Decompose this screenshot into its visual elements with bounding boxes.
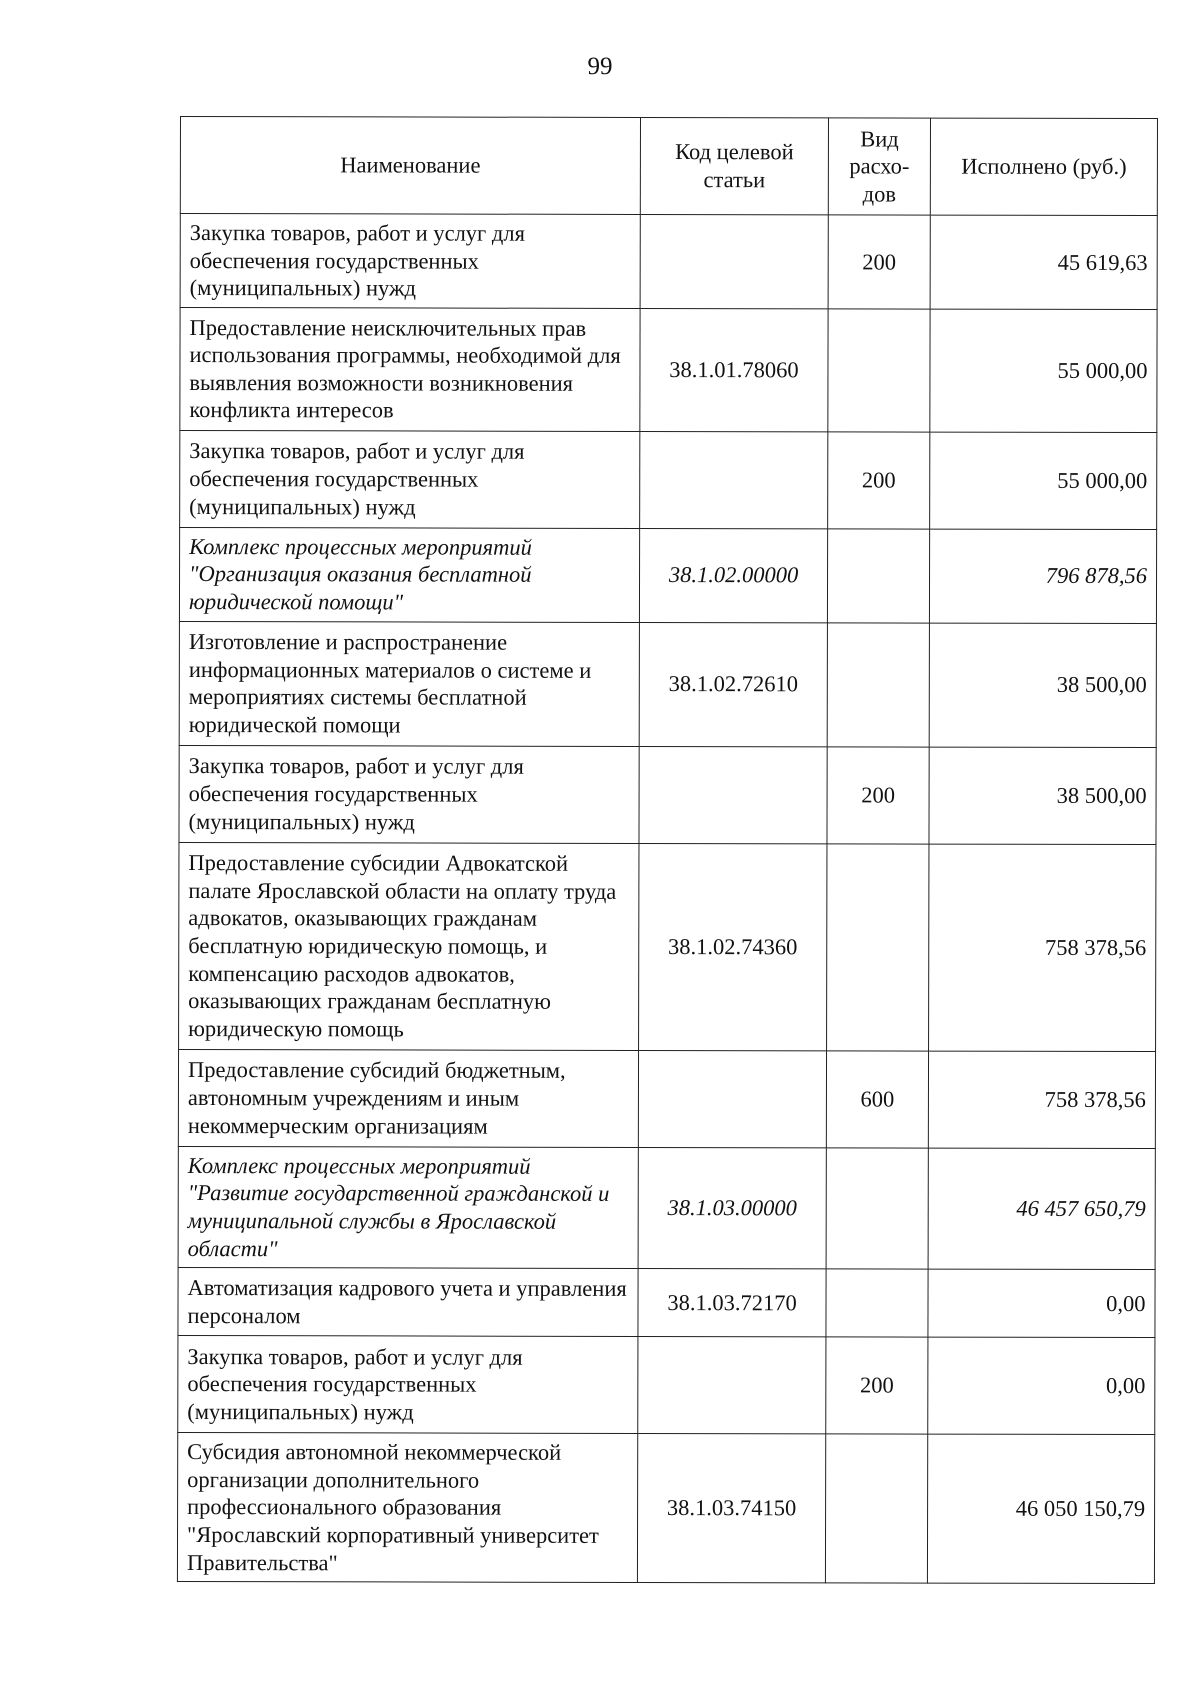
- row-code: [640, 431, 828, 528]
- table-row: [178, 1336, 1155, 1435]
- budget-execution-table: [177, 116, 1158, 1584]
- row-sum: 0,00: [928, 1337, 1155, 1434]
- table-row: [179, 745, 1156, 844]
- row-name: Комплекс процессных мероприятий "Развитие государственной гражданской и муниципальной службы в Ярославской области": [178, 1146, 638, 1268]
- row-name: Комплекс процессных мероприятий "Организация оказания бесплатной юридической помощи": [179, 527, 639, 622]
- table-row: [177, 1433, 1154, 1584]
- header-sum: Исполнено (руб.): [930, 118, 1157, 215]
- row-kind: [827, 844, 929, 1051]
- row-sum: 38 500,00: [929, 623, 1156, 747]
- row-name: Закупка товаров, работ и услуг для обеспечения государственных (муниципальных) нужд: [180, 430, 640, 528]
- row-name: Автоматизация кадрового учета и управления персоналом: [178, 1268, 638, 1337]
- table-row: [179, 621, 1156, 747]
- row-kind: 200: [826, 1337, 928, 1434]
- table-row: [178, 1049, 1155, 1148]
- row-code: [640, 214, 828, 308]
- row-kind: 200: [827, 747, 929, 844]
- table-row: [179, 842, 1156, 1051]
- row-kind: 200: [828, 215, 930, 309]
- row-name: Предоставление субсидий бюджетным, автономным учреждениям и иным некоммерческим организациям: [178, 1049, 638, 1147]
- row-code: 38.1.03.74150: [637, 1434, 825, 1583]
- row-kind: 600: [826, 1051, 928, 1148]
- table-row: [178, 1146, 1155, 1269]
- row-sum: 55 000,00: [930, 432, 1157, 529]
- row-kind: [827, 529, 929, 623]
- header-name: Наименование: [180, 117, 640, 215]
- row-name: Предоставление субсидии Адвокатской палате Ярославской области на оплату труда адвокатов, оказывающих гражданам бесплатную юридическую помощь, и компенсацию расходов адвокатов, оказывающих гражданам бесплатную юридическую помощь: [179, 842, 639, 1050]
- row-name: Закупка товаров, работ и услуг для обеспечения государственных (муниципальных) нужд: [179, 745, 639, 843]
- row-sum: 796 878,56: [929, 529, 1156, 623]
- row-code: [638, 1050, 826, 1147]
- row-sum: 38 500,00: [929, 747, 1156, 844]
- table-row: [179, 527, 1156, 623]
- table-header-row: [180, 117, 1157, 216]
- row-name: Субсидия автономной некоммерческой организации дополнительного профессионального образования "Ярославский корпоративный университет Правительства": [177, 1433, 637, 1583]
- table-row: [180, 307, 1157, 432]
- row-code: 38.1.03.72170: [638, 1269, 826, 1337]
- row-code: 38.1.02.72610: [639, 622, 827, 746]
- row-name: Изготовление и распространение информационных материалов о системе и мероприятиях системы бесплатной юридической помощи: [179, 621, 639, 746]
- row-code: 38.1.01.78060: [640, 308, 828, 431]
- row-kind: [827, 623, 929, 747]
- row-code: 38.1.03.00000: [638, 1147, 826, 1269]
- table-row: [180, 430, 1157, 529]
- row-kind: [828, 309, 930, 432]
- row-sum: 46 050 150,79: [927, 1434, 1154, 1583]
- row-sum: 0,00: [928, 1269, 1155, 1337]
- row-sum: 46 457 650,79: [928, 1148, 1155, 1270]
- row-kind: [826, 1148, 928, 1270]
- row-name: Закупка товаров, работ и услуг для обеспечения государственных (муниципальных) нужд: [180, 214, 640, 309]
- row-code: [639, 746, 827, 843]
- page-number: 99: [587, 53, 613, 80]
- header-code: Код целевой статьи: [640, 117, 828, 214]
- header-kind: Вид расхо-дов: [828, 118, 930, 215]
- row-sum: 758 378,56: [929, 844, 1156, 1051]
- row-kind: 200: [828, 432, 930, 529]
- table-row: [180, 214, 1157, 310]
- row-sum: 45 619,63: [930, 215, 1157, 309]
- row-code: [638, 1337, 826, 1434]
- row-sum: 55 000,00: [930, 309, 1157, 432]
- row-code: 38.1.02.00000: [639, 528, 827, 622]
- row-code: 38.1.02.74360: [639, 843, 827, 1050]
- row-name: Предоставление неисключительных прав использования программы, необходимой для выявления возможности возникновения конфликта интересов: [180, 307, 640, 431]
- table-row: [178, 1268, 1155, 1338]
- row-kind: [826, 1269, 928, 1337]
- row-kind: [825, 1434, 927, 1583]
- row-sum: 758 378,56: [928, 1051, 1155, 1148]
- row-name: Закупка товаров, работ и услуг для обеспечения государственных (муниципальных) нужд: [178, 1336, 638, 1434]
